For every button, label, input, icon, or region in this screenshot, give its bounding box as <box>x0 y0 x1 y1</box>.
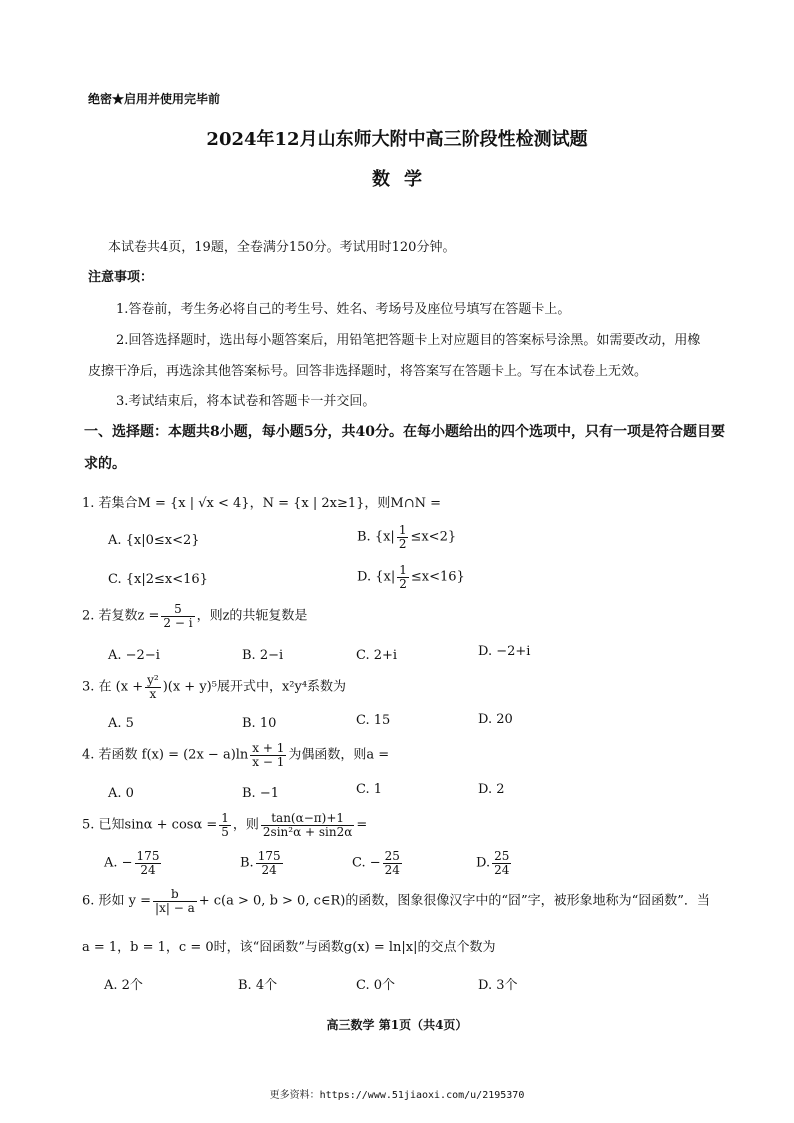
notice-item-2: 2.回答选择题时，选出每小题答案后，用铅笔把答题卡上对应题目的答案标号涂黑。如需要改动，用橡 <box>116 333 701 348</box>
fraction-denominator: 2 <box>398 536 407 551</box>
stem-fraction-1 <box>219 812 231 838</box>
stem-fraction <box>153 888 197 914</box>
stem-fraction <box>161 603 194 629</box>
section-1-heading: 一、选择题：本题共8小题，每小题5分，共40分。在每小题给出的四个选项中，只有一项是符合题目要 <box>84 424 725 440</box>
question-6-stem-cont: a = 1，b = 1，c = 0时，该“囧函数”与函数g(x) = ln|x|的交点个数为 <box>82 940 496 955</box>
question-5-option-a <box>104 850 163 876</box>
fraction-numerator: 175 <box>136 849 160 863</box>
question-3-stem <box>82 674 346 700</box>
option-fraction <box>492 850 511 876</box>
option-b-fraction <box>397 524 409 550</box>
stem-prefix: 4. 若函数 f(x) = (2x − a)ln <box>82 747 249 763</box>
stem-fraction <box>145 674 161 700</box>
notice-item-3: 3.考试结束后，将本试卷和答题卡一并交回。 <box>116 394 376 409</box>
stem-suffix: ，则z的共轭复数是 <box>196 608 308 624</box>
option-prefix: A. − <box>104 855 133 871</box>
subject-title: 数学 <box>372 169 436 190</box>
fraction-denominator: 5 <box>221 824 229 839</box>
option-prefix: C. − <box>352 855 381 871</box>
fraction-denominator: 24 <box>140 862 156 877</box>
question-2-stem <box>82 603 307 629</box>
option-fraction <box>256 850 283 876</box>
stem-fraction <box>250 742 286 768</box>
question-3-option-b: B. 10 <box>242 716 277 731</box>
question-3-option-a: A. 5 <box>108 716 134 731</box>
question-4-option-b: B. −1 <box>242 786 279 801</box>
fraction-numerator: x + 1 <box>252 741 285 755</box>
stem-prefix: 2. 若复数z = <box>82 608 160 624</box>
question-5-option-b <box>240 850 285 876</box>
notice-title: 注意事项： <box>88 270 154 285</box>
fraction-numerator: 175 <box>257 849 281 863</box>
question-1-option-d <box>357 564 465 590</box>
stem-suffix: 为偶函数，则a = <box>288 747 390 763</box>
stem-fraction-2 <box>261 812 354 838</box>
exam-intro: 本试卷共4页，19题，全卷满分150分。考试用时120分钟。 <box>108 240 456 255</box>
stem-prefix: 6. 形如 y = <box>82 893 152 909</box>
question-6-stem <box>82 888 710 914</box>
question-2-option-a: A. −2−i <box>108 648 160 663</box>
fraction-denominator: 2 − i <box>163 615 193 630</box>
question-1-stem: 1. 若集合M = {x | √x < 4}，N = {x | 2x≥1}，则M∩N = <box>82 496 441 511</box>
question-5-option-c <box>352 850 404 876</box>
fraction-denominator: 24 <box>384 862 400 877</box>
option-d-prefix: D. {x| <box>357 569 396 585</box>
fraction-denominator: x − 1 <box>252 754 285 769</box>
fraction-denominator: 24 <box>261 862 277 877</box>
question-2-option-b: B. 2−i <box>242 648 284 663</box>
page-footer: 高三数学 第1页（共4页） <box>326 1018 468 1032</box>
option-prefix: D. <box>476 855 491 871</box>
question-6-option-b: B. 4个 <box>238 978 278 993</box>
fraction-denominator: x <box>149 686 157 701</box>
option-d-fraction <box>397 564 409 590</box>
fraction-numerator: 1 <box>399 563 407 577</box>
fraction-denominator: |x| − a <box>155 900 195 915</box>
fraction-denominator: 2sin²α + sin2α <box>262 824 353 839</box>
fraction-numerator: 25 <box>494 849 510 863</box>
fraction-numerator: y² <box>147 673 159 687</box>
question-6-option-d: D. 3个 <box>478 978 518 993</box>
stem-suffix: = <box>356 817 368 833</box>
stem-prefix: 5. 已知sinα + cosα = <box>82 817 218 833</box>
fraction-numerator: 25 <box>384 849 400 863</box>
question-1-option-c: C. {x|2≤x<16} <box>108 572 208 587</box>
fraction-numerator: b <box>153 888 197 902</box>
fraction-numerator: tan(α−π)+1 <box>261 812 354 826</box>
stem-suffix: )(x + y)⁵展开式中，x²y⁴系数为 <box>162 679 347 695</box>
question-5-option-d <box>476 850 513 876</box>
stem-suffix: + c(a > 0, b > 0, c∈R)的函数，图象很像汉字中的“囧”字，被形象地称为“囧函数”．当 <box>198 893 710 909</box>
option-b-suffix: ≤x<2} <box>410 529 457 545</box>
source-link[interactable]: 更多资料：https://www.51jiaoxi.com/u/2195370 <box>269 1090 525 1101</box>
fraction-denominator: 24 <box>494 862 510 877</box>
fraction-numerator: 5 <box>161 603 194 617</box>
stem-prefix: 3. 在 (x + <box>82 679 144 695</box>
confidential-label: 绝密★启用并使用完毕前 <box>88 92 221 106</box>
question-4-option-d: D. 2 <box>478 782 505 797</box>
option-fraction <box>135 850 162 876</box>
section-1-heading-cont: 求的。 <box>84 456 126 472</box>
fraction-numerator: 1 <box>398 523 407 537</box>
notice-item-2-cont: 皮擦干净后，再选涂其他答案标号。回答非选择题时，将答案写在答题卡上。写在本试卷上无效。 <box>88 364 648 379</box>
fraction-denominator: 2 <box>399 576 407 591</box>
question-1-option-a: A. {x|0≤x<2} <box>108 533 200 548</box>
question-4-option-a: A. 0 <box>108 786 134 801</box>
exam-title: 2024年12月山东师大附中高三阶段性检测试题 <box>206 129 588 150</box>
question-5-stem <box>82 812 367 838</box>
option-b-prefix: B. {x| <box>357 529 395 545</box>
stem-middle: ，则 <box>232 817 259 833</box>
option-prefix: B. <box>240 855 254 871</box>
fraction-numerator: 1 <box>221 811 229 825</box>
question-2-option-c: C. 2+i <box>356 648 398 663</box>
question-3-option-d: D. 20 <box>478 712 513 727</box>
question-2-option-d: D. −2+i <box>478 644 531 659</box>
option-fraction <box>383 850 402 876</box>
question-3-option-c: C. 15 <box>356 713 391 728</box>
question-6-option-c: C. 0个 <box>356 978 396 993</box>
notice-item-1: 1.答卷前，考生务必将自己的考生号、姓名、考场号及座位号填写在答题卡上。 <box>116 302 571 317</box>
question-4-option-c: C. 1 <box>356 782 383 797</box>
question-6-option-a: A. 2个 <box>104 978 143 993</box>
option-d-suffix: ≤x<16} <box>410 569 465 585</box>
question-1-option-b <box>357 524 456 550</box>
question-4-stem <box>82 742 389 768</box>
